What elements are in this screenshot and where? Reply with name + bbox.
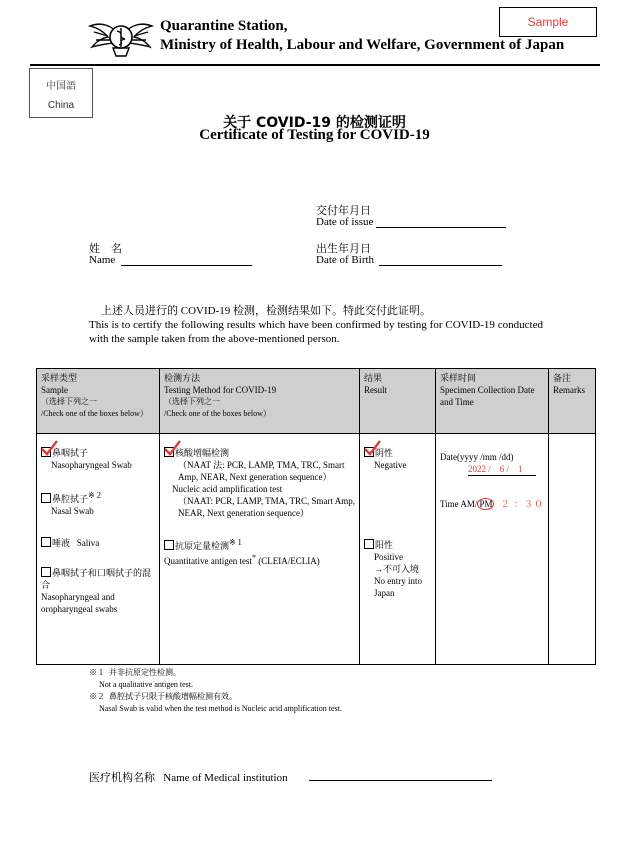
footnote-2-cn: ※２ 鼻腔拭子只限于核酸增幅检测有效。 bbox=[89, 692, 237, 701]
collection-cell bbox=[436, 434, 549, 665]
sample-option-nasal[interactable]: 鼻腔拭子$^{※2}$ Nasal Swab bbox=[41, 490, 155, 517]
issue-date-field[interactable] bbox=[376, 227, 506, 228]
checkbox[interactable] bbox=[164, 447, 174, 457]
sample-option-nasopharyngeal[interactable]: 鼻咽拭子 Nasopharyngeal Swab bbox=[41, 447, 155, 471]
results-table bbox=[36, 368, 596, 665]
header-result: 结果 Result bbox=[360, 369, 436, 434]
issue-date-label-en: Date of issue bbox=[316, 216, 374, 228]
birth-label-cn: 出生年月日 bbox=[316, 243, 371, 255]
checkbox[interactable] bbox=[364, 539, 374, 549]
name-label-cn: 姓 名 bbox=[89, 243, 122, 255]
checkbox[interactable] bbox=[41, 447, 51, 457]
ministry-name: Ministry of Health, Labour and Welfare, Government of Japan bbox=[160, 37, 565, 53]
name-label-en: Name bbox=[89, 254, 116, 266]
method-options bbox=[160, 434, 360, 665]
result-options bbox=[360, 434, 436, 665]
footnote-1-en: Not a qualitative antigen test. bbox=[99, 680, 193, 689]
header-divider bbox=[30, 64, 600, 66]
quarantine-emblem-icon bbox=[88, 14, 154, 60]
name-field[interactable] bbox=[121, 265, 252, 266]
checkbox[interactable] bbox=[41, 567, 51, 577]
station-name: Quarantine Station, bbox=[160, 18, 288, 34]
issue-date-label-cn: 交付年月日 bbox=[316, 205, 371, 217]
sample-options bbox=[37, 434, 160, 665]
footnote-2-en: Nasal Swab is valid when the test method is Nucleic acid amplification test. bbox=[99, 704, 342, 713]
language-box bbox=[29, 68, 93, 118]
collection-date-label: Date(yyyy /mm /dd) bbox=[440, 452, 514, 462]
language-english: China bbox=[47, 100, 75, 111]
header-collection: 采样时间 Specimen Collection Date and Time bbox=[436, 369, 549, 434]
checkmark-icon bbox=[40, 440, 58, 456]
title-english: Certificate of Testing for COVID-19 bbox=[199, 127, 430, 143]
institution-label: 医疗机构名称 Name of Medical institution bbox=[89, 772, 288, 784]
header-sample: 采样类型 Sample （选择下列之一 /Check one of the boxes below） bbox=[37, 369, 160, 434]
statement-en: This is to certify the following results which have been confirmed by testing for COVID-19 conducted with the sample taken from the above-mentioned person. bbox=[89, 319, 543, 345]
table-row bbox=[37, 434, 596, 665]
checkbox[interactable] bbox=[41, 537, 51, 547]
institution-field[interactable] bbox=[309, 780, 492, 781]
birth-date-field[interactable] bbox=[379, 265, 502, 266]
collection-date-value[interactable]: 2022 / 6 / 1 bbox=[468, 463, 536, 476]
statement-cn: 上述人员进行的 COVID-19 检测，检测结果如下。特此交付此证明。 bbox=[101, 305, 431, 317]
method-option-antigen[interactable]: 抗原定量检测$^{※1}$ Quantitative antigen test* (CLEIA/ECLIA) bbox=[164, 538, 320, 566]
statement bbox=[89, 304, 543, 346]
footnotes bbox=[89, 667, 342, 715]
checkbox[interactable] bbox=[364, 447, 374, 457]
header-remarks: 备注 Remarks bbox=[549, 369, 596, 434]
header-method: 检测方法 Testing Method for COVID-19 （选择下列之一 /Check one of the boxes below） bbox=[160, 369, 360, 434]
footnote-1-cn: ※１ 并非抗原定性检测。 bbox=[89, 668, 181, 677]
result-option-positive[interactable]: 阳性 Positive →不可入境 No entry into Japan bbox=[364, 539, 431, 599]
method-option-naat[interactable]: 核酸增幅检测 （NAAT 法: PCR, LAMP, TMA, TRC, Smart Amp, NEAR, Next generation sequence） Nucleic acid amplification test （NAAT: PCR, LAMP, TMA, TRC, Smart Amp, NEAR, Next generation sequence） bbox=[164, 447, 355, 519]
checkbox[interactable] bbox=[41, 493, 51, 503]
sample-stamp: Sample bbox=[499, 7, 597, 37]
collection-time: Time AM/ PM ２ ：３０ bbox=[440, 499, 544, 509]
result-option-negative[interactable]: 阴性 Negative bbox=[364, 447, 431, 471]
checkmark-icon bbox=[163, 440, 181, 456]
birth-label-en: Date of Birth bbox=[316, 254, 375, 266]
table-header-row bbox=[37, 369, 596, 434]
sample-option-mixed[interactable]: 鼻咽拭子和口咽拭子的混合 Nasopharyngeal and oropharyngeal swabs bbox=[41, 568, 152, 614]
sample-option-saliva[interactable]: 唾液 Saliva bbox=[41, 537, 155, 549]
checkmark-icon bbox=[363, 440, 381, 456]
title-chinese: 关于 COVID-19 的检测证明 bbox=[223, 115, 406, 131]
language-native: 中国語 bbox=[46, 81, 76, 92]
remarks-cell[interactable] bbox=[549, 434, 596, 665]
pm-circle: PM bbox=[479, 499, 493, 509]
checkbox[interactable] bbox=[164, 540, 174, 550]
collection-time-value[interactable]: ２ ：３０ bbox=[500, 499, 544, 509]
